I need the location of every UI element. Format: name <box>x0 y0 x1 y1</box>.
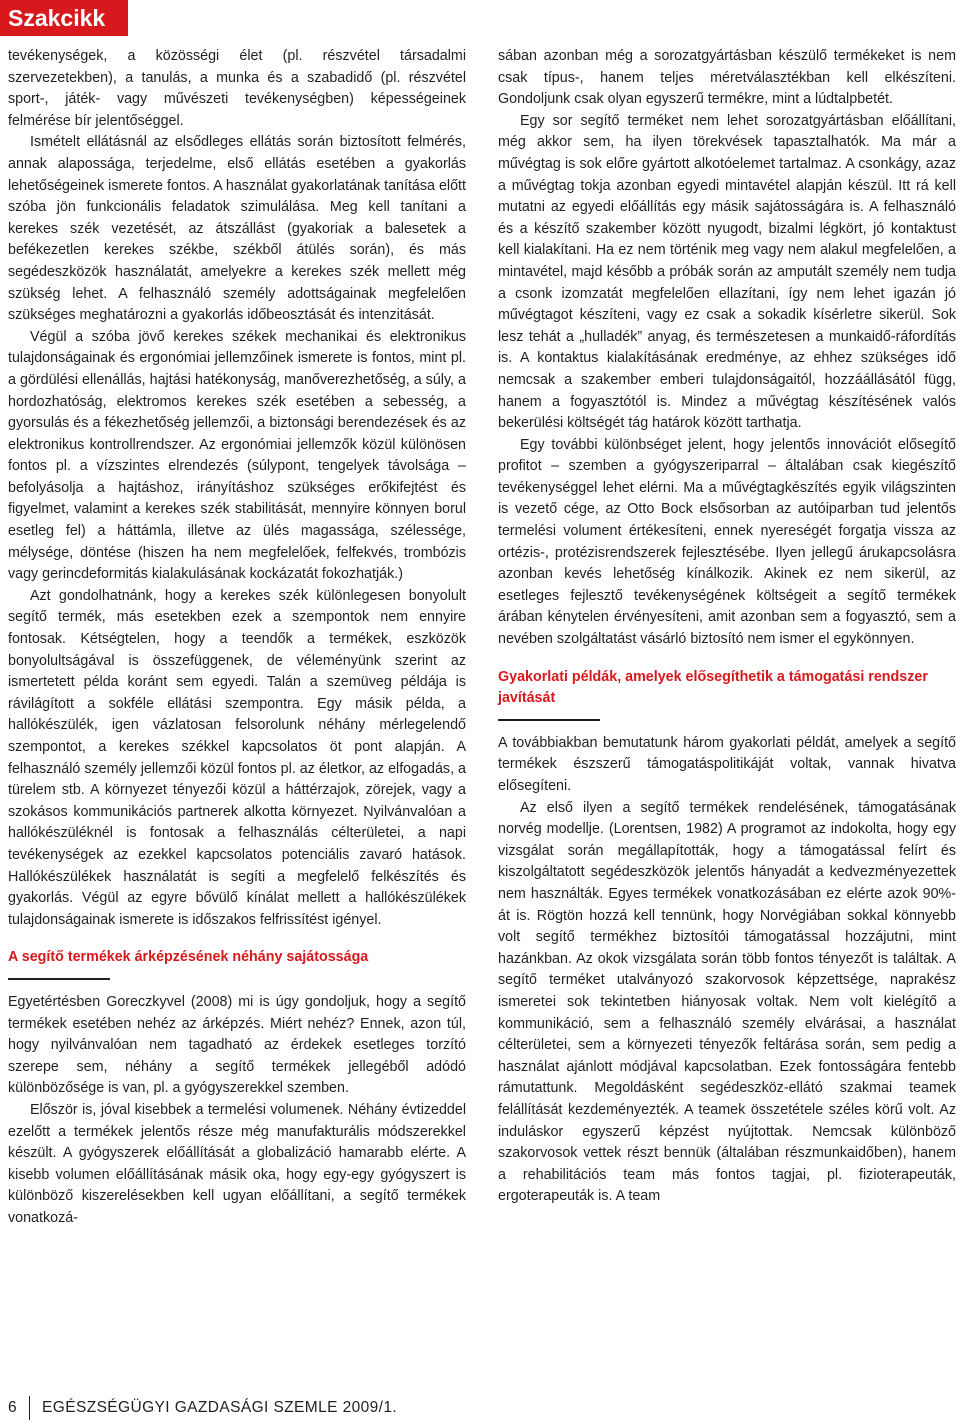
paragraph: Az első ilyen a segítő termékek rendelésének, támogatásának norvég modellje. (Lorentsen, 1982) A programot az indokolta, hogy egy vizsgálat során megállapították, hogy a támogatással felírt és kiszolgáltatott segédeszközök jelentős hányadát a kedvezményezettek nem használták. Egyes termékek vonatkozásában ez elérte azok 90%-át is. Rögtön hozzá kell tennünk, hogy Norvégiában sokkal könnyebb volt segítő termékhez biztosítói támogatással hozzájutni, mint hazánkban. Az okok vizsgálata során több fontos tényezőt is találtak. A segítő terméket utalványozó szakorvosok képzettsége, naprakész ismeretei sok tekintetben hiányosak voltak. Nem volt kielégítő a kommunikáció, sem a felhasználó személy elvárásai, a használat célterületei, sem a környezeti tényezők feltárása során, sem pedig a használat ajánlott módjával kapcsolatban. Ezek fontosságára fentebb rámutattunk. Megoldásként segédeszköz-ellátó szakmai teamek felállítását kezdeményezték. A teamek összetétele széles körű volt. Az induláskor egyszerű képzést nyújtottak. Nemcsak különböző szakorvosok vettek részt bennük (általában részmunkaidőben), hanem a rehabilitációs team más fontos tagjai, pl. fizioterapeuták, ergoterapeuták is. A team <box>498 799 956 1205</box>
paragraph: tevékenységek, a közösségi élet (pl. részvétel társadalmi szervezetekben), a tanulás, a munka és a szabadidő (pl. részvétel sport-, játék- vagy művészeti tevékenységben) képességeinek felmérése bír jelentőséggel. <box>8 48 466 129</box>
page-footer <box>8 1396 397 1420</box>
heading-rule <box>498 719 600 721</box>
paragraph: sában azonban még a sorozatgyártásban készülő termékeket is nem csak típus-, hanem teljes méretválasztékban kell elkészíteni. Gondoljunk csak olyan egyszerű termékre, mint a lúdtalpbetét. <box>498 48 956 108</box>
paragraph: Azt gondolhatnánk, hogy a kerekes szék különlegesen bonyolult segítő termék, más esetekben ezek a szempontok nem ennyire fontosak. Kétségtelen, hogy a teendők a termékek, eszközök bonyolultságával is összefüggenek, de véleményünk szerint az ismertetett példa koránt sem egyedi. Talán a szemüveg példája is rávilágított a sokféle ellátási szempontra. Egy másik példa, a hallókészülék, igen vázlatosan felsorolunk néhány mérlegelendő szempontot, a kerekes székkel kapcsolatos öt pont alapján. A felhasználó személy jellemzői közül fontos pl. az életkor, az elfogadás, a türelem stb. A környezet tényezői közül a háttérzajok, zörejek, vagy a szokásos kommunikációs partnerek alkotta környezet. Nyilvánvalóan a hallókészüléknél is fontosak a felhasználás célterületei, a napi tevékenységek az ezekkel kapcsolatos potenciális zavaró hatások. Hallókészülékek használatát is segíti a megfelelő felkészítés és gyakorlás. Végül az egyre bővülő kínálat mellett a hallókészülékek tulajdonságainak ismerete is időszakos felfrissítést igényel. <box>8 587 466 928</box>
paragraph: Egy sor segítő terméket nem lehet sorozatgyártásban előállítani, még akkor sem, ha ilyen törekvések tapasztalhatók. Ma már a művégtag is sok előre gyártott alkotóelemet tartalmaz. A csonkágy, azaz a művégtag tokja azonban egyedi mintavétel alapján készül. Itt rá kell mutatni az egyedi előállítás egy másik sajátosságára is. A felhasználó és a készítő szakember között nyugodt, bizalmi légkört, jó kontaktust kell kialakítani. Ha ez nem történik meg vagy nem alakul megfelelően, a mintavétel, majd később a próbák során az amputált személy nem tudja a csonk izomzatát megfelelően ellazítani, így nem lehet igazán jó művégtagot készíteni, vagy ez csak a sokadik kísérletre sikerül. Sok lesz tehát a „hulladék” anyag, és természetesen a munkaidő-ráfordítás is. A kontaktus kialakításának eredménye, az ehhez szükséges idő nemcsak a szakember emberi tulajdonságaitól, hozzáállásától függ, hanem a fogyasztótól is. Mindez a művégtag készítésének valós bekerülési költségét tág határok között tarthatja. <box>498 112 956 432</box>
section-heading: Gyakorlati példák, amelyek elősegíthetik a támogatási rendszer javítását <box>498 668 928 707</box>
paragraph: Ismételt ellátásnál az elsődleges ellátás során biztosított felmérés, annak alapossága, terjedelme, első ellátás esetében a gyakorlás lehetőségeinek ismerete fontos. A használat gyakorlatának tanítása előtt szóba jön funkcionális feladatok szimulálása. Meg kell tanítani a kerekes szék vezetését, az átszállást (gyakoriak a balesetek a befékezetlen kerekes székbe, székből átülés során), és más segédeszközök használatát, amelyekre a kerekes szék mellett még szükség lehet. A felhasználó személy adottságainak megfelelően szükséges meghatározni a gyakorlás időbeosztását és intenzitását. <box>8 134 466 324</box>
paragraph: Egy további különbséget jelent, hogy jelentős innovációt elősegítő profitot – szemben a gyógyszeriparral – általában csak kiegészítő tevékenységgel lehet elérni. Ma a művégtagkészítés egyik világszinten is vezető cége, az Otto Bock elsősorban az autóiparban tud jelentős termelési volument értékesíteni, ennek nyereségét forgatja vissza az ortézis-, protézisrendszerek fejlesztésébe. Ilyen jellegű árukapcsolásra azonban kevés lehetőség kínálkozik. Akinek ez nem sikerül, az esetleges fejlesztő tevékenységének költségeit a segítő termékek árában kénytelen érvényesíteni, amit azonban sem a fogyasztó, sem a nevében szolgáltatást vásárló biztosító nem ismer el egykönnyen. <box>498 436 956 648</box>
section-tag: Szakcikk <box>0 0 128 36</box>
paragraph: Először is, jóval kisebbek a termelési volumenek. Néhány évtizeddel ezelőtt a termékek jelentős része még manufakturális módszerekkel készült. A gyógyszerek előállítását a globalizáció hamarabb elérte. A kisebb volumen előállításának másik oka, hogy egy-egy gyógyszert is különböző kiszerelésekben kell ugyan előállítani, a segítő termékek vonatkozá- <box>8 1101 466 1226</box>
right-column <box>498 46 956 1208</box>
paragraph: Egyetértésben Goreczkyvel (2008) mi is úgy gondoljuk, hogy a segítő termékek esetében nehéz az árképzés. Miért nehéz? Ennek, azon túl, hogy nyilvánvalóan nem tagadható az érdekek esetleges torzító szerepe sem, néhány a segítő termékek jellegéből adódó különbözősége is van, pl. a gyógyszerekkel szemben. <box>8 993 466 1097</box>
page-number: 6 <box>8 1396 30 1420</box>
section-heading: A segítő termékek árképzésének néhány sajátossága <box>8 949 369 966</box>
left-column <box>8 46 466 1229</box>
paragraph: Végül a szóba jövő kerekes székek mechanikai és elektronikus tulajdonságainak és ergonómiai jellemzőinek ismerete is fontos, mint pl. a gördülési ellenállás, hajtási hatékonyság, manőverezhetőség, a súly, a hordozhatóság, elektromos kerekes szék esetében a sebesség, a gyorsulás és a fékezhetőség jellemzői, a biztonsági berendezések és az elektronikus kontrollrendszer. Az ergonómiai jellemzők közül különösen fontos pl. a vízszintes elrendezés (súlypont, tengelyek távolsága – befolyásolja a hajtáshoz, irányításhoz szükséges erőkifejtést és figyelmet, valamint a kerekes szék stabilitását, mennyire könnyen borul esetleg fel) a háttámla, illetve az ülés magassága, szélessége, mélysége, döntése (hiszen ha nem megfelelőek, felfekvés, trombózis vagy gerincdeformitás kialakulásának kockázatát fokozhatják.) <box>8 328 466 583</box>
heading-rule <box>8 978 110 980</box>
journal-title: EGÉSZSÉGÜGYI GAZDASÁGI SZEMLE 2009/1. <box>42 1399 398 1416</box>
paragraph: A továbbiakban bemutatunk három gyakorlati példát, amelyek a segítő termékek észszerű támogatáspolitikáját voltak, vannak hivatva elősegíteni. <box>498 734 956 794</box>
